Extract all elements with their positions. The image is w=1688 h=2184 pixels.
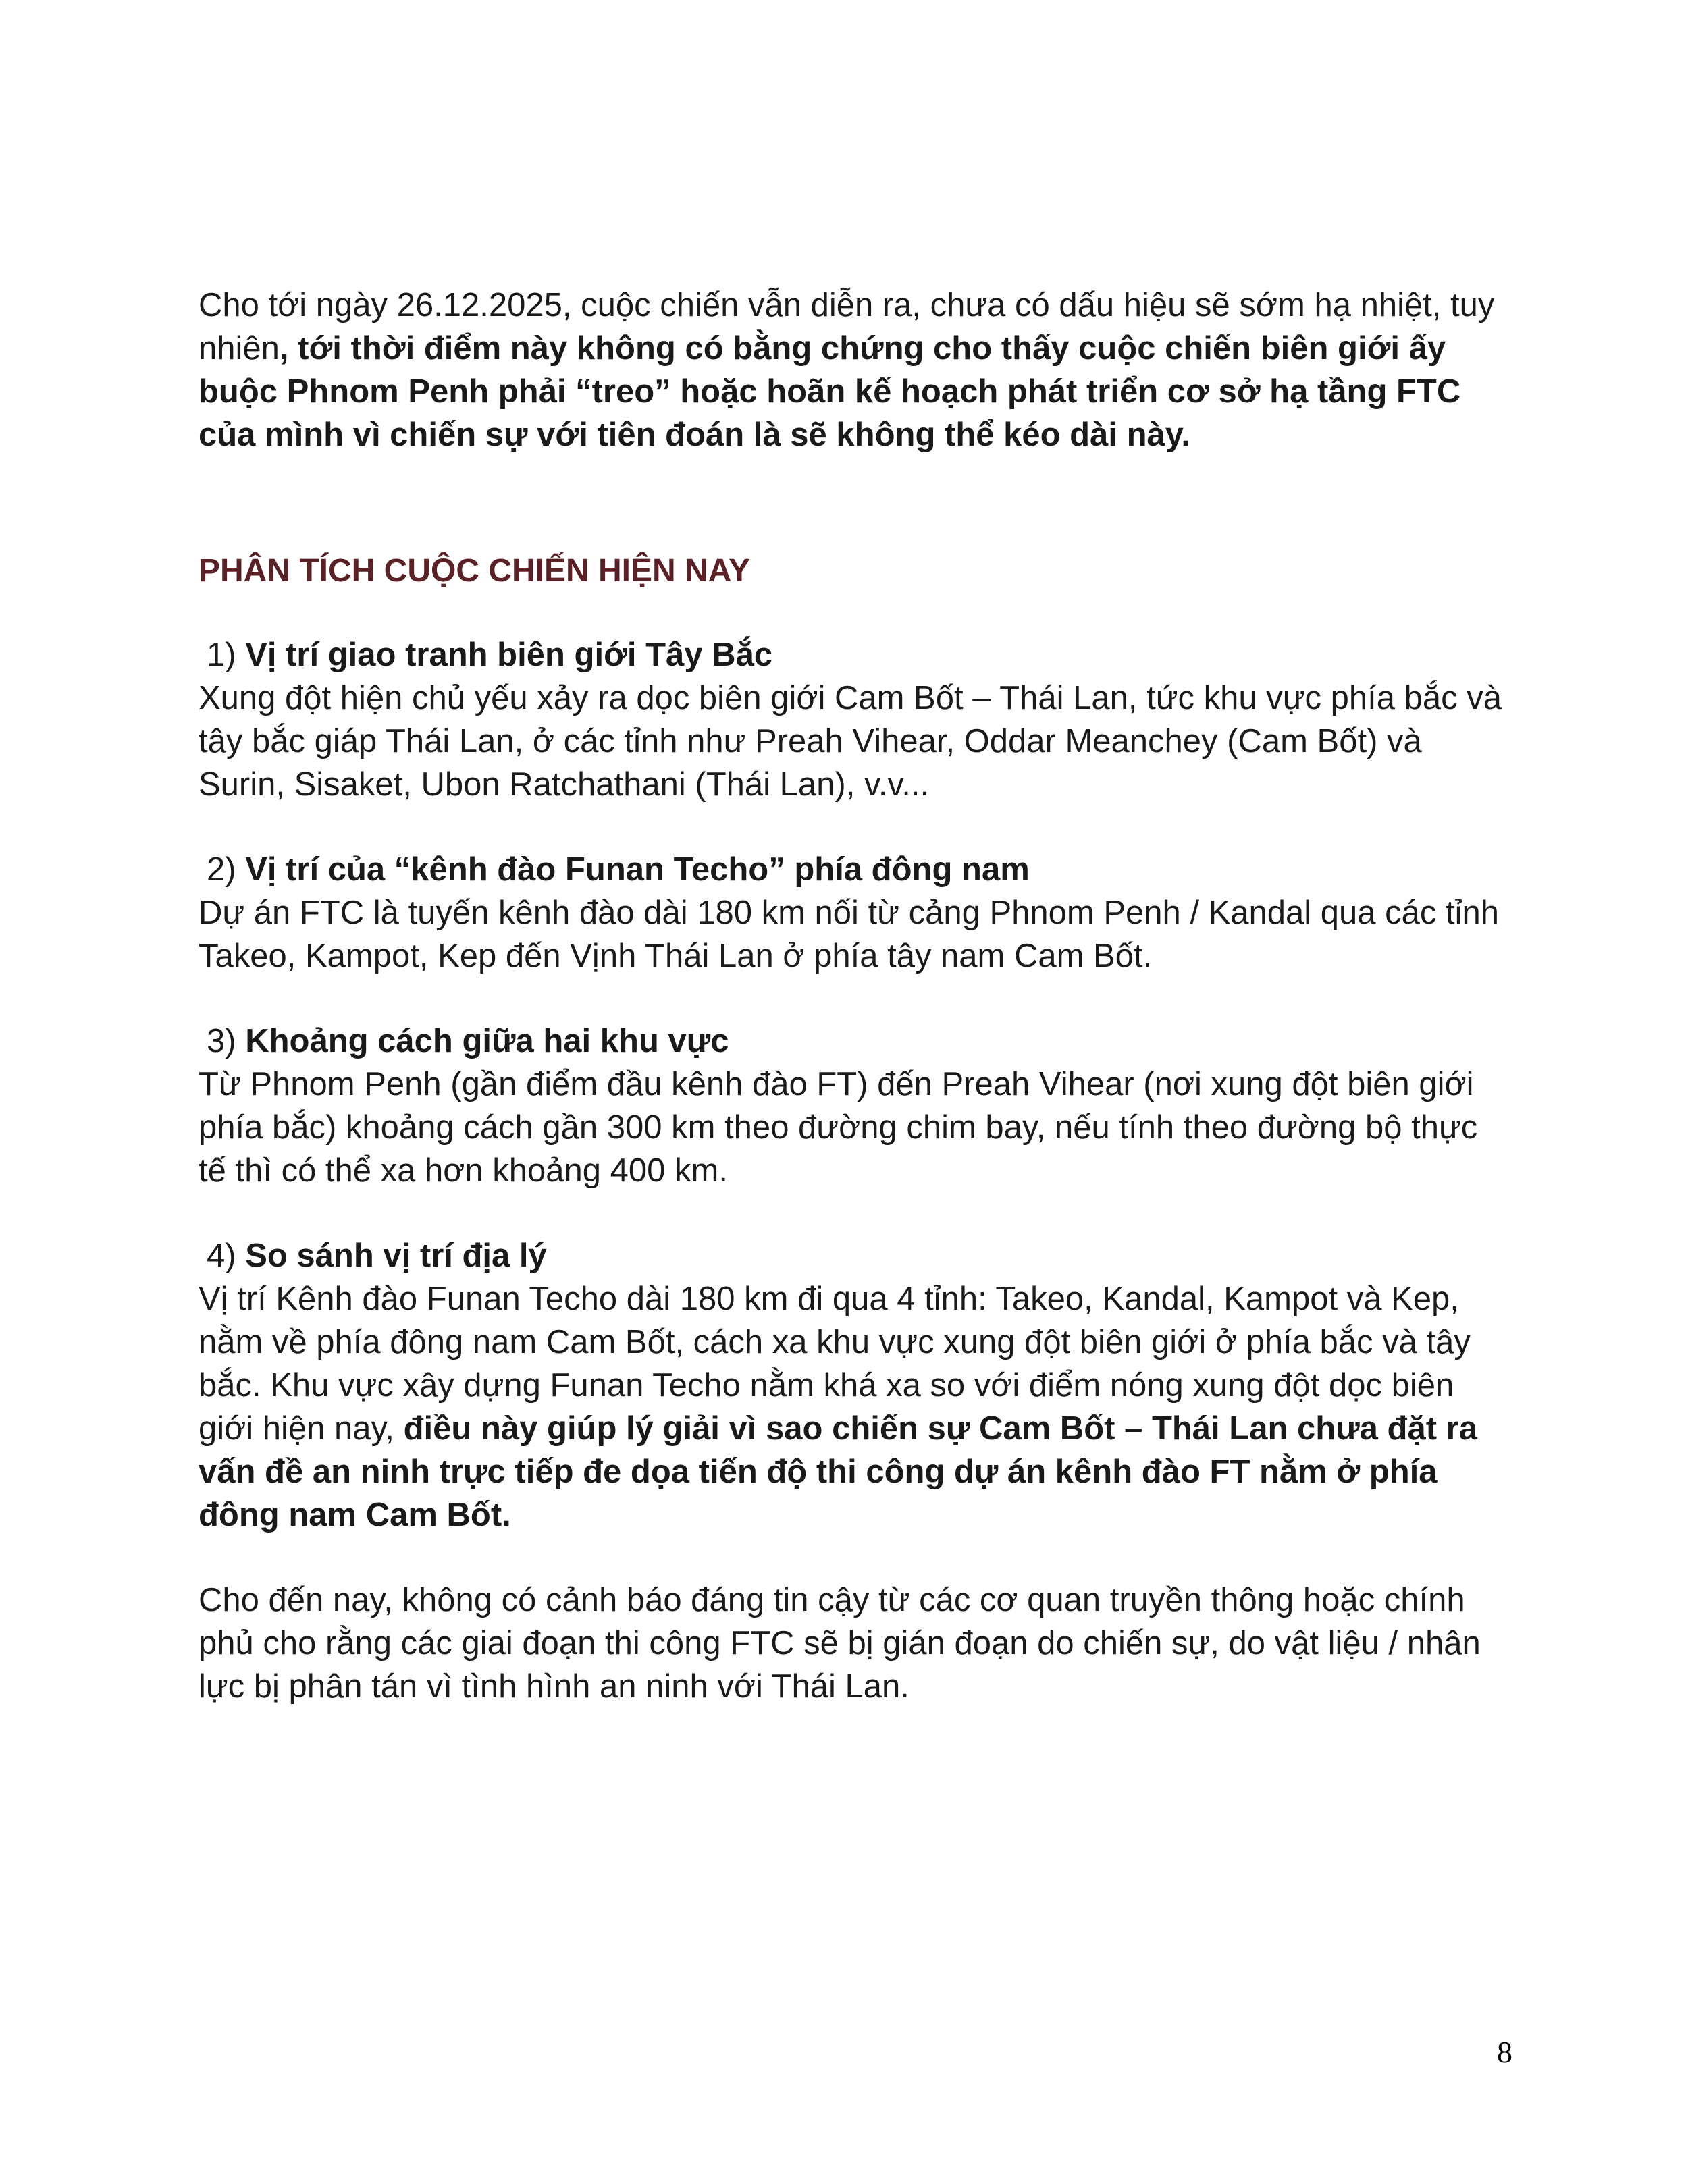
analysis-item-4 xyxy=(199,1234,1503,1537)
page-number: 8 xyxy=(1497,2035,1512,2069)
page-content xyxy=(199,284,1503,1708)
item-title-line xyxy=(199,848,1503,891)
item-number: 3) xyxy=(207,1023,236,1059)
item-title: So sánh vị trí địa lý xyxy=(245,1237,547,1274)
analysis-item-3 xyxy=(199,1019,1503,1192)
intro-plain-text: Cho tới ngày 26.12.2025, cuộc chiến vẫn diễn ra, chưa có dấu hiệu sẽ sớm hạ nhiệt, tuy nhiên xyxy=(199,287,1495,367)
item-number: 1) xyxy=(207,637,236,673)
item-title-line xyxy=(199,1019,1503,1063)
item-body-plain: Vị trí Kênh đào Funan Techo dài 180 km đi qua 4 tỉnh: Takeo, Kandal, Kampot và Kep, nằm về phía đông nam Cam Bốt, cách xa khu vực xung đột biên giới ở phía bắc và tây bắc. Khu vực xây dựng Funan Techo nằm khá xa so với điểm nóng xung đột dọc biên giới hiện nay, xyxy=(199,1281,1471,1447)
item-number: 4) xyxy=(207,1237,236,1274)
conclusion-paragraph: Cho đến nay, không có cảnh báo đáng tin cậy từ các cơ quan truyền thông hoặc chính phủ cho rằng các giai đoạn thi công FTC sẽ bị gián đoạn do chiến sự, do vật liệu / nhân lực bị phân tán vì tình hình an ninh với Thái Lan. xyxy=(199,1582,1481,1705)
item-title-line xyxy=(199,1234,1503,1277)
analysis-item-2 xyxy=(199,848,1503,978)
item-title: Vị trí của “kênh đào Funan Techo” phía đông nam xyxy=(245,851,1030,888)
item-body: Dự án FTC là tuyến kênh đào dài 180 km nối từ cảng Phnom Penh / Kandal qua các tỉnh Takeo, Kampot, Kep đến Vịnh Thái Lan ở phía tây nam Cam Bốt. xyxy=(199,895,1500,974)
item-number: 2) xyxy=(207,851,236,888)
item-body xyxy=(199,1277,1503,1537)
item-title-line xyxy=(199,633,1503,676)
item-body: Xung đột hiện chủ yếu xảy ra dọc biên giới Cam Bốt – Thái Lan, tức khu vực phía bắc và tây bắc giáp Thái Lan, ở các tỉnh như Preah Vihear, Oddar Meanchey (Cam Bốt) và Surin, Sisaket, Ubon Ratchathani (Thái Lan), v.v... xyxy=(199,680,1502,803)
item-title: Khoảng cách giữa hai khu vực xyxy=(245,1023,729,1059)
analysis-item-1 xyxy=(199,633,1503,806)
item-body: Từ Phnom Penh (gần điểm đầu kênh đào FT) đến Preah Vihear (nơi xung đột biên giới phía bắc) khoảng cách gần 300 km theo đường chim bay, nếu tính theo đường bộ thực tế thì có thể xa hơn khoảng 400 km. xyxy=(199,1066,1478,1189)
intro-bold-text: , tới thời điểm này không có bằng chứng cho thấy cuộc chiến biên giới ấy buộc Phnom Penh phải “treo” hoặc hoãn kế hoạch phát triển cơ sở hạ tầng FTC của mình vì chiến sự với tiên đoán là sẽ không thể kéo dài này. xyxy=(199,330,1461,453)
item-body-bold: điều này giúp lý giải vì sao chiến sự Cam Bốt – Thái Lan chưa đặt ra vấn đề an ninh trực tiếp đe dọa tiến độ thi công dự án kênh đào FT nằm ở phía đông nam Cam Bốt. xyxy=(199,1410,1477,1533)
intro-paragraph xyxy=(199,284,1503,456)
section-heading: PHÂN TÍCH CUỘC CHIẾN HIỆN NAY xyxy=(199,553,750,589)
item-title: Vị trí giao tranh biên giới Tây Bắc xyxy=(245,637,773,673)
